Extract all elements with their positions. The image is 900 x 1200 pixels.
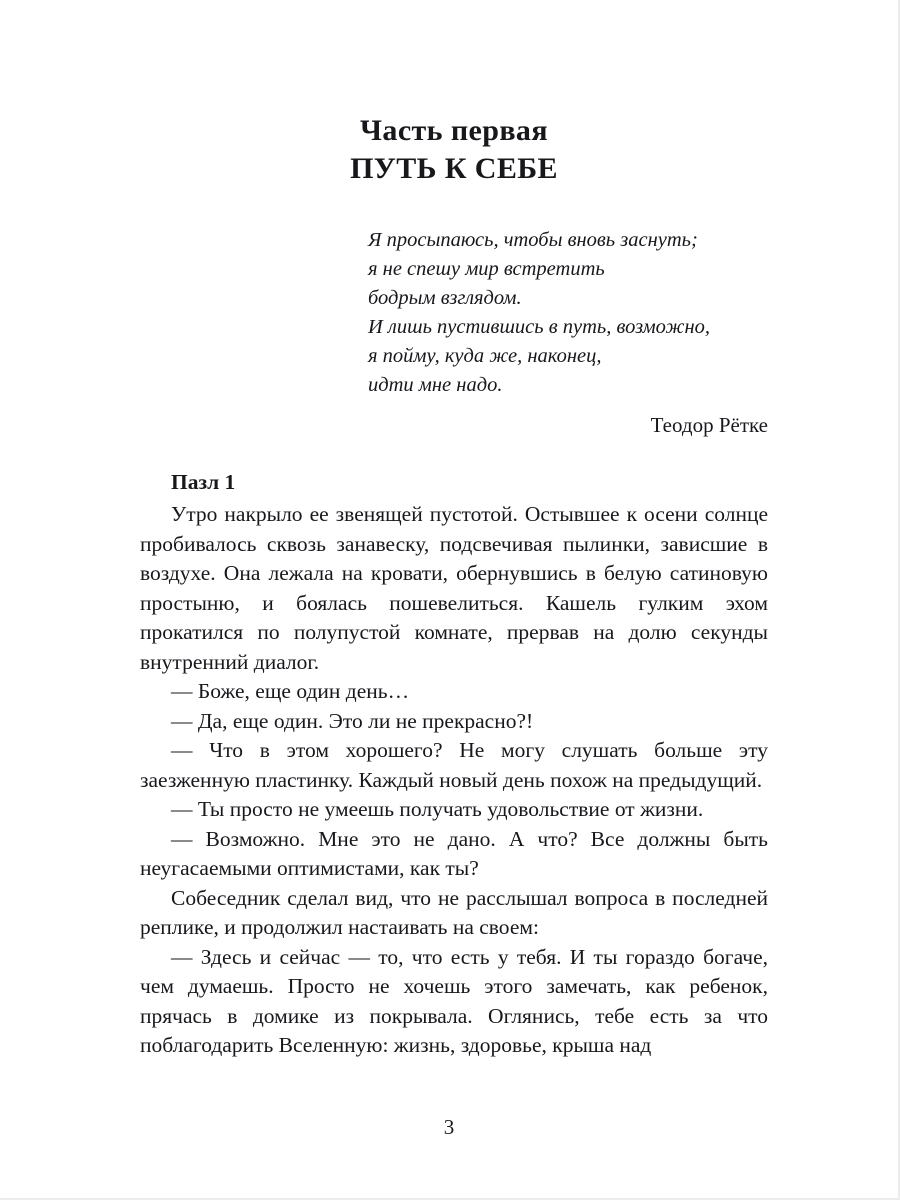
epigraph-line: Я просыпаюсь, чтобы вновь заснуть; [368,229,698,251]
epigraph-line: идти мне надо. [368,374,503,396]
paragraph-dialogue: — Возможно. Мне это не дано. А что? Все должны быть неугасаемыми оптимистами, как ты? [140,826,768,880]
epigraph [368,226,768,400]
epigraph-line: я не спешу мир встретить [368,258,605,280]
part-title-line2: ПУТЬ К СЕБЕ [350,152,558,185]
epigraph-line: И лишь пустившись в путь, возможно, [368,316,711,338]
epigraph-line: я пойму, куда же, наконец, [368,345,602,367]
epigraph-attribution: Теодор Рётке [650,413,768,437]
paragraph-dialogue: — Ты просто не умеешь получать удовольствие от жизни. [171,797,704,821]
page-number: 3 [443,1115,455,1139]
section-heading: Пазл 1 [171,470,236,494]
paragraph: Утро накрыло ее звенящей пустотой. Остывшее к осени солнце пробивалось сквозь занавеску, подсвечивая пылинки, зависшие в воздухе. Она лежала на кровати, обернувшись в белую сатиновую простыню, и боялась пошевелиться. Кашель гулким эхом прокатился по полупустой комнате, прервав на долю секунды внутренний диалог. [140,502,768,674]
paragraph: Собеседник сделал вид, что не расслышал вопроса в последней реплике, и продолжил настаивать на своем: [140,885,768,939]
paragraph-dialogue: — Боже, еще один день… [171,679,410,703]
part-title [140,112,768,188]
part-title-line1: Часть первая [360,114,548,147]
epigraph-line: бодрым взглядом. [368,287,522,309]
paragraph-dialogue: — Здесь и сейчас — то, что есть у тебя. И ты гораздо богаче, чем думаешь. Просто не хочешь этого замечать, как ребенок, прячась в домике из покрывала. Оглянись, тебе есть за что поблагодарить Вселенную: жизнь, здоровье, крыша над [140,944,768,1057]
paragraph-dialogue: — Да, еще один. Это ли не прекрасно?! [171,708,534,733]
paragraph-dialogue: — Что в этом хорошего? Не могу слушать больше эту заезженную пластинку. Каждый новый день похож на предыдущий. [140,738,768,792]
body-text [140,500,768,1061]
